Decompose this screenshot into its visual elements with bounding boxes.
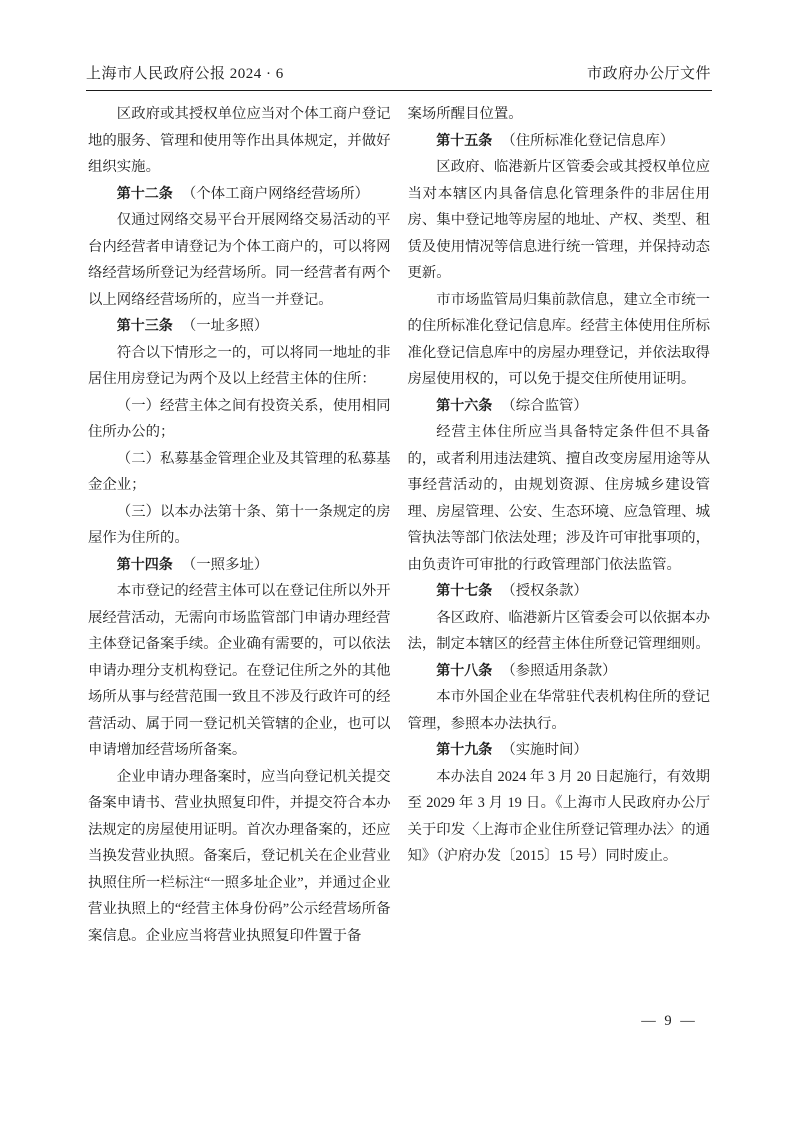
article-number: 第十三条 [116, 318, 173, 334]
paragraph: 企业申请办理备案时，应当向登记机关提交备案申请书、营业执照复印件，并提交符合本办法规定的房屋使用证明。首次办理备案的，还应当换发营业执照。备案后，登记机关在企业营业执照住所一栏标注“一照多址企业”，并通过企业营业执照上的“经营主体身份码”公示经营场所备案信息。企业应当将营业执照复印件置于备 [88, 768, 391, 944]
article-number: 第十八条 [436, 662, 493, 679]
article-number: 第十二条 [116, 185, 173, 202]
article-heading [88, 181, 391, 208]
article-title: （实施时间） [501, 742, 588, 758]
article-number: 第十五条 [436, 132, 493, 149]
paragraph: 本市登记的经营主体可以在登记住所以外开展经营活动，无需向市场监管部门申请办理经营主体登记备案手续。企业确有需要的，可以依法申请办理分支机构登记。在登记住所之外的其他场所从事与经营范围一致且不涉及行政许可的经营活动、属于同一登记机关管辖的企业，也可以申请增加经营场所备案。 [88, 583, 391, 758]
paragraph: 市市场监管局归集前款信息，建立全市统一的住所标准化登记信息库。经营主体使用住所标准化登记信息库中的房屋办理登记，并依法取得房屋使用权的，可以免于提交住所使用证明。 [407, 291, 710, 387]
article-title: （个体工商户网络经营场所） [181, 185, 369, 202]
article-title: （授权条款） [501, 583, 588, 599]
article-title: （一照多址） [181, 556, 269, 573]
paragraph: （二）私募基金管理企业及其管理的私募基金企业； [88, 450, 391, 493]
gazette-title: 上海市人民政府公报 2024 · 6 [86, 66, 284, 82]
paragraph: 区政府或其授权单位应当对个体工商户登记地的服务、管理和使用等作出具体规定，并做好组织实施。 [88, 106, 391, 175]
paragraph: 符合以下情形之一的，可以将同一地址的非居住用房登记为两个及以上经营主体的住所： [88, 344, 391, 387]
article-number: 第十九条 [436, 742, 493, 758]
paragraph: （一）经营主体之间有投资关系，使用相同住所办公的； [88, 397, 391, 440]
column-left [88, 101, 391, 949]
article-heading [88, 313, 391, 340]
paragraph: 本办法自 2024 年 3 月 20 日起施行，有效期至 2029 年 3 月 19 日。《上海市人民政府办公厅关于印发〈上海市企业住所登记管理办法〉的通知》（沪府办发〔2015〕15 号）同时废止。 [407, 768, 710, 864]
article-heading [408, 578, 711, 605]
article-heading [88, 552, 391, 579]
body-columns [88, 101, 710, 949]
article-title: （综合监管） [501, 397, 588, 414]
article-heading [408, 658, 711, 685]
article-heading [408, 393, 711, 420]
page-header [86, 62, 711, 83]
paragraph: （三）以本办法第十条、第十一条规定的房屋作为住所的。 [88, 503, 391, 546]
article-number: 第十四条 [116, 556, 173, 573]
paragraph: 各区政府、临港新片区管委会可以依据本办法，制定本辖区的经营主体住所登记管理细则。 [407, 609, 710, 652]
article-number: 第十六条 [436, 397, 493, 414]
paragraph: 仅通过网络交易平台开展网络交易活动的平台内经营者申请登记为个体工商户的，可以将网络经营场所登记为经营场所。同一经营者有两个以上网络经营场所的，应当一并登记。 [88, 212, 391, 308]
article-heading [408, 128, 711, 155]
paragraph: 区政府、临港新片区管委会或其授权单位应当对本辖区内具备信息化管理条件的非居住用房、集中登记地等房屋的地址、产权、类型、租赁及使用情况等信息进行统一管理，并保持动态更新。 [407, 159, 710, 281]
column-right [408, 101, 711, 949]
article-title: （一址多照） [181, 318, 269, 334]
document-category: 市政府办公厅文件 [586, 66, 711, 82]
article-heading [408, 737, 711, 764]
article-title: （住所标准化登记信息库） [501, 132, 675, 149]
article-number: 第十七条 [436, 583, 493, 599]
article-title: （参照适用条款） [501, 662, 617, 679]
paragraph-continuation: 案场所醒目位置。 [407, 106, 523, 122]
page-number: — 9 — [641, 1013, 695, 1029]
paragraph: 经营主体住所应当具备特定条件但不具备的，或者利用违法建筑、擅自改变房屋用途等从事经营活动的，由规划资源、住房城乡建设管理、房屋管理、公安、生态环境、应急管理、城管执法等部门依法处理；涉及许可审批事项的，由负责许可审批的行政管理部门依法监管。 [407, 424, 710, 573]
paragraph: 本市外国企业在华常驻代表机构住所的登记管理，参照本办法执行。 [407, 689, 710, 732]
header-divider [86, 90, 712, 91]
